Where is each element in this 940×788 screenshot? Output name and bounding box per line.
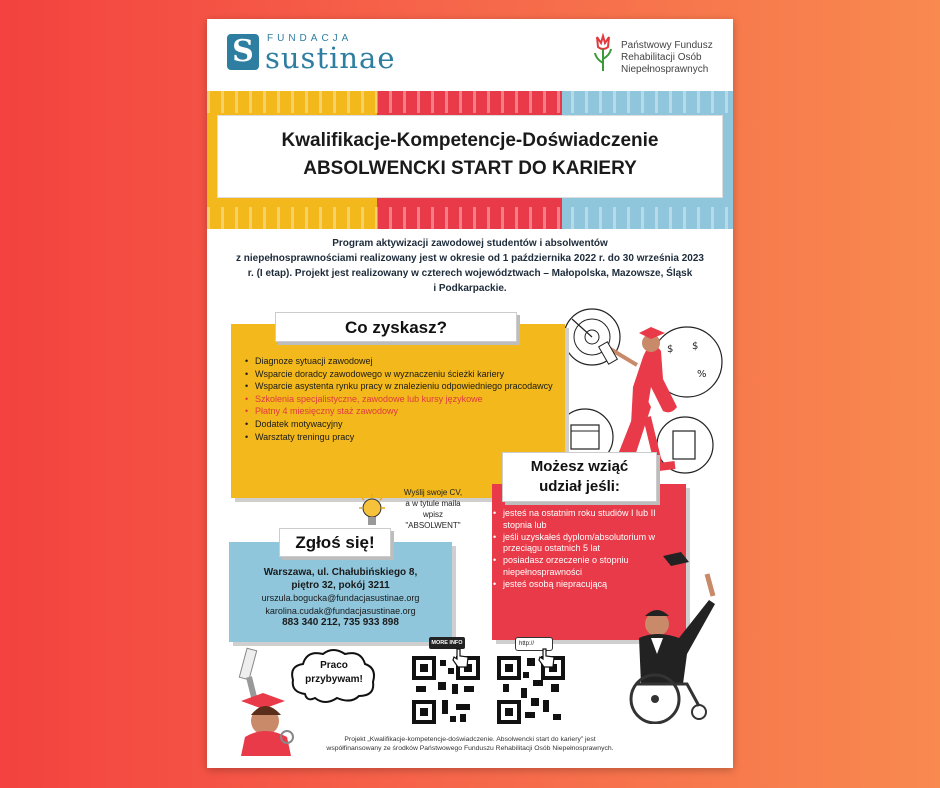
- banner-pattern: [207, 207, 733, 229]
- pfron-line: Niepełnosprawnych: [621, 64, 709, 75]
- svg-text:%: %: [697, 369, 707, 380]
- title-box: [217, 115, 723, 198]
- gains-item: • Diagnoze sytuacji zawodowej: [243, 355, 561, 368]
- cloud-line: przybywam!: [305, 674, 363, 685]
- cv-note-line: "ABSOLWENT": [405, 521, 461, 530]
- intro-line: i Podkarpackie.: [433, 283, 507, 294]
- gains-item: • Wsparcie doradcy zawodowego w wyznaczeniu ścieżki kariery: [243, 368, 561, 381]
- eligibility-item: • jeśli uzyskałeś dyplom/absolutorium w przeciągu ostatnich 5 lat: [493, 532, 673, 556]
- gains-item: • Szkolenia specjalistyczne, zawodowe lub kursy językowe: [243, 393, 561, 406]
- lightbulb-icon: [357, 493, 387, 533]
- url-label: http://: [515, 637, 553, 651]
- title-line-1: Kwalifikacje-Kompetencje-Doświadczenie: [281, 130, 659, 151]
- address-line: Warszawa, ul. Chałubińskiego 8,: [263, 567, 418, 578]
- svg-text:$: $: [692, 341, 699, 352]
- funding-footer: [267, 735, 673, 753]
- banner-pattern: [207, 91, 733, 113]
- hand-pointer-icon: [451, 647, 471, 669]
- apply-title: Zgłoś się!: [279, 528, 391, 557]
- eligibility-title: [502, 452, 657, 502]
- pfron-line: Państwowy Fundusz: [621, 40, 713, 51]
- eligibility-item: • jesteś na ostatnim roku studiów I lub II stopnia lub: [493, 508, 673, 532]
- hand-pointer-icon: [537, 647, 557, 669]
- gains-item: • Wsparcie asystenta rynku pracy w znalezieniu odpowiedniego pracodawcy: [243, 380, 561, 393]
- svg-text:$: $: [667, 344, 674, 355]
- apply-contact: [229, 567, 452, 630]
- eligibility-item: • posiadasz orzeczenie o stopniu niepełnosprawności: [493, 555, 673, 579]
- sustinae-logo-mark: S: [227, 34, 259, 70]
- intro-line: Program aktywizacji zawodowej studentów i absolwentów: [332, 238, 608, 249]
- phone-numbers: 883 340 212, 735 933 898: [282, 617, 399, 628]
- title-banner: [207, 91, 733, 229]
- email-link[interactable]: urszula.bogucka@fundacjasustinae.org: [261, 593, 420, 603]
- gains-list: [243, 355, 561, 443]
- address-line: piętro 32, pokój 3211: [291, 579, 390, 591]
- gains-item: • Warsztaty treningu pracy: [243, 431, 561, 444]
- foundation-label: FUNDACJA: [267, 33, 353, 44]
- cv-note-line: a w tytule maila: [405, 499, 461, 508]
- title-line-2: ABSOLWENCKI START DO KARIERY: [303, 158, 637, 179]
- eligibility-item: • jesteś osobą niepracującą: [493, 579, 673, 591]
- cloud-line: Praco: [320, 660, 348, 671]
- eligibility-title-line: Możesz wziąć: [530, 458, 629, 475]
- pfron-line: Rehabilitacji Osób: [621, 52, 702, 63]
- cv-note-line: wpisz: [422, 510, 443, 519]
- email-link[interactable]: karolina.cudak@fundacjasustinae.org: [265, 605, 416, 616]
- intro-line: r. (I etap). Projekt jest realizowany w czterech województwach – Małopolska, Mazowsze, Śląsk: [247, 268, 693, 279]
- program-intro: [217, 236, 723, 296]
- wheelchair-graduate-illustration: [617, 534, 722, 724]
- intro-line: z niepełnosprawnościami realizowany jest w okresie od 1 października 2022 r. do 30 września 2023: [236, 253, 704, 264]
- foundation-name: sustinae: [265, 41, 396, 75]
- eligibility-title-line: udział jeśli:: [539, 478, 620, 495]
- footer-line: Projekt „Kwalifikacje-kompetencje-doświadczenie. Absolwencki start do kariery” jest: [344, 736, 596, 743]
- footer-line: współfinansowany ze środków Państwowego Funduszu Rehabilitacji Osób Niepełnosprawnych.: [326, 745, 614, 752]
- gains-item: • Płatny 4 miesięczny staż zawodowy: [243, 405, 561, 418]
- cv-note-line: Wyślij swoje CV,: [403, 488, 463, 497]
- gains-item: • Dodatek motywacyjny: [243, 418, 561, 431]
- pfron-name: [621, 40, 713, 76]
- tulip-logo-icon: [591, 33, 615, 73]
- poster: [207, 19, 733, 768]
- more-info-label: MORE INFO: [429, 637, 465, 649]
- cv-instruction: [393, 487, 473, 531]
- gains-title: Co zyskasz?: [275, 312, 517, 342]
